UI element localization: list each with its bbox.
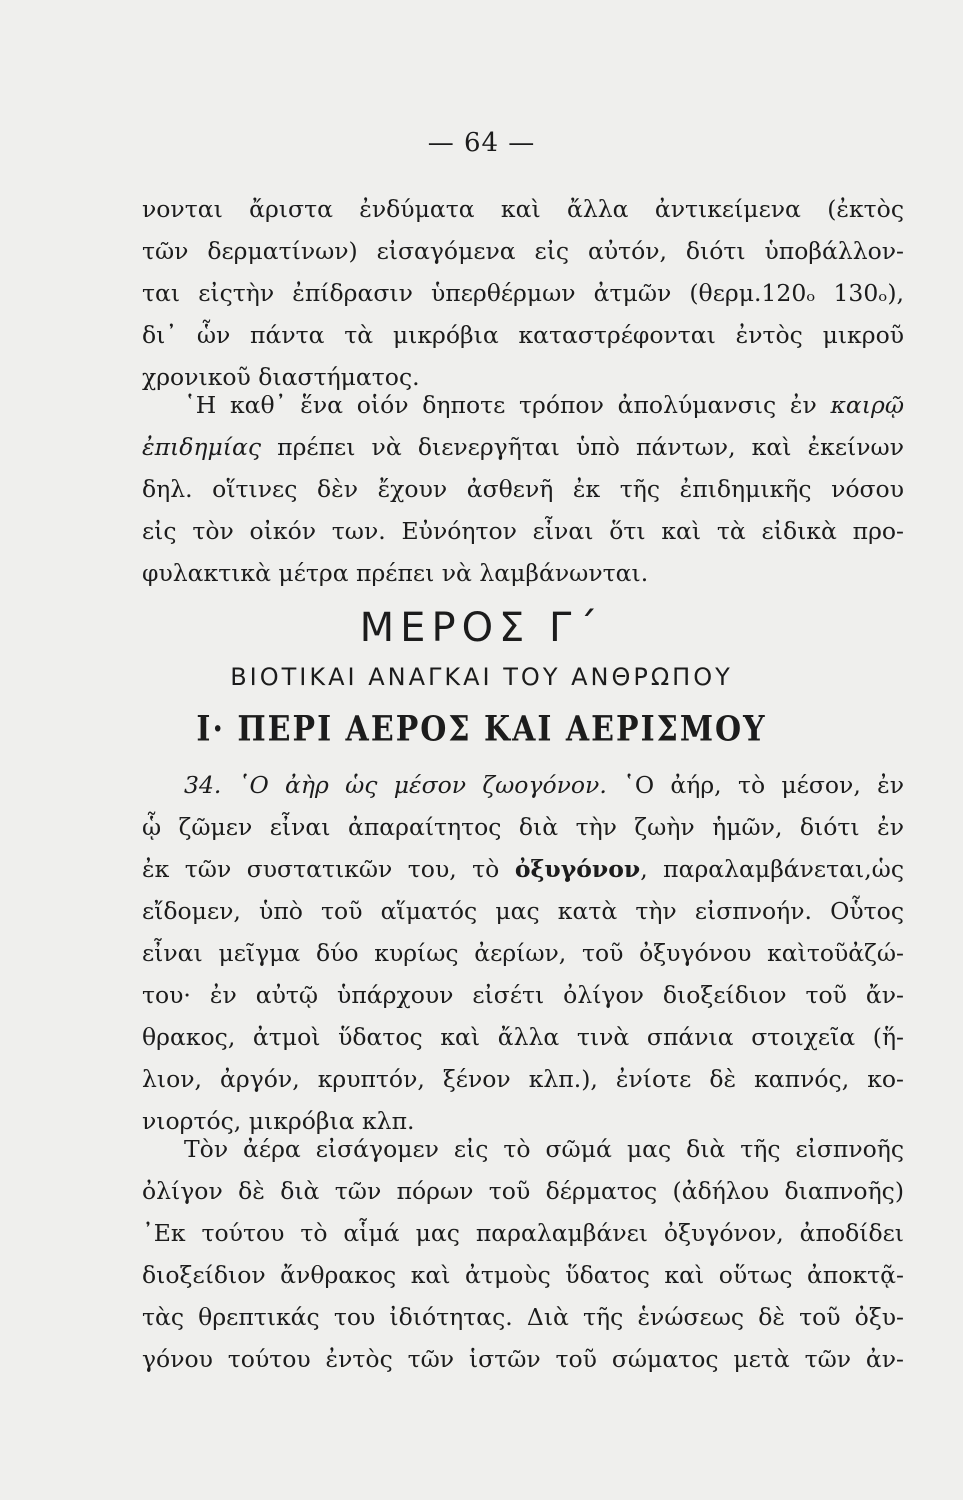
disinfection-paragraph xyxy=(142,384,904,594)
final-paragraph xyxy=(142,1128,904,1380)
text-line: τὰς θρεπτικάς του ἰδιότητας. Διὰ τῆς ἑνώσεως δὲ τοῦ ὀξυ- xyxy=(142,1303,904,1331)
text-line: εἰς τὸν οἰκόν των. Εὐνόητον εἶναι ὅτι καὶ τὰ εἰδικὰ προ- xyxy=(142,517,904,545)
text-line: φυλακτικὰ μέτρα πρέπει νὰ λαμβάνωνται. xyxy=(142,559,649,587)
section-number: 34. xyxy=(184,771,222,799)
section-heading: ῾Ο ἀὴρ ὡς μέσον ζωογόνον. xyxy=(237,771,607,799)
text-run: πρέπει νὰ διενεργῆται ὑπὸ πάντων, καὶ ἐκείνων xyxy=(261,433,904,461)
text-line: γόνου τούτου ἐντὸς τῶν ἱστῶν τοῦ σώματος μετὰ τῶν ἀν- xyxy=(142,1345,904,1373)
text-line: του· ἐν αὐτῷ ὑπάρχουν εἰσέτι ὀλίγον διοξείδιον τοῦ ἄν- xyxy=(142,981,904,1009)
bold-term: ὀξυγόνον xyxy=(514,855,641,883)
text-line: χρονικοῦ διαστήματος. xyxy=(142,363,420,391)
text-line: θρακος, ἀτμοὶ ὕδατος καὶ ἄλλα τινὰ σπάνια στοιχεῖα (ἥ- xyxy=(142,1023,904,1051)
text-line: δι᾽ ὧν πάντα τὰ μικρόβια καταστρέφονται ἐντὸς μικροῦ xyxy=(142,321,904,349)
text-line: νιορτός, μικρόβια κλπ. xyxy=(142,1107,415,1135)
text-line: ᾽Εκ τούτου τὸ αἷμά μας παραλαμβάνει ὀξυγόνον, ἀποδίδει xyxy=(142,1219,904,1247)
italic-term: ἐπιδημίας xyxy=(142,433,262,461)
text-line xyxy=(142,426,904,468)
text-run: , παραλαμβάνεται,ὡς xyxy=(640,855,904,883)
page-number: — 64 — xyxy=(427,128,536,158)
italic-term: καιρῷ xyxy=(830,391,904,419)
text-line: λιον, ἀργόν, κρυπτόν, ξένον κλπ.), ἐνίοτε δὲ καπνός, κο- xyxy=(142,1065,904,1093)
section-34 xyxy=(142,764,904,1142)
top-paragraph xyxy=(142,188,904,398)
text-line: τῶν δερματίνων) εἰσαγόμενα εἰς αὐτόν, διότι ὑποβάλλον- xyxy=(142,237,904,265)
text-line: νονται ἄριστα ἐνδύματα καὶ ἄλλα ἀντικείμενα (ἐκτὸς xyxy=(142,195,904,223)
part-title: ΜΕΡΟΣ Γ΄ xyxy=(359,605,604,651)
text-run: ῾Ο ἀήρ, τὸ μέσον, ἐν xyxy=(606,771,904,799)
text-line: εἴδομεν, ὑπὸ τοῦ αἵματός μας κατὰ τὴν εἰσπνοήν. Οὗτος xyxy=(142,897,904,925)
text-line: δηλ. οἵτινες δὲν ἔχουν ἀσθενῆ ἐκ τῆς ἐπιδημικῆς νόσου xyxy=(142,475,904,503)
text-run: ἐκ τῶν συστατικῶν του, τὸ xyxy=(142,855,515,883)
text-line: ὀλίγον δὲ διὰ τῶν πόρων τοῦ δέρματος (ἀδήλου διαπνοῆς) xyxy=(142,1177,904,1205)
text-line xyxy=(142,764,904,806)
text-line: εἶναι μεῖγμα δύο κυρίως ἀερίων, τοῦ ὀξυγόνου καὶτοῦἀζώ- xyxy=(142,939,904,967)
chapter-title: Ι· ΠΕΡΙ ΑΕΡΟΣ ΚΑΙ ΑΕΡΙΣΜΟΥ xyxy=(196,709,767,750)
text-line: διοξείδιον ἄνθρακος καὶ ἀτμοὺς ὕδατος καὶ οὕτως ἀποκτᾷ- xyxy=(142,1261,904,1289)
text-run: ῾Η καθ᾽ ἕνα οἱόν δηποτε τρόπον ἀπολύμανσις ἐν xyxy=(184,391,831,419)
text-line: ται εἰςτὴν ἐπίδρασιν ὑπερθέρμων ἀτμῶν (θερμ.120ₒ 130ₒ), xyxy=(142,279,904,307)
part-subtitle: ΒΙΟΤΙΚΑΙ ΑΝΑΓΚΑΙ ΤΟΥ ΑΝΘΡΩΠΟΥ xyxy=(230,663,733,691)
text-line xyxy=(142,848,904,890)
text-line: ᾧ ζῶμεν εἶναι ἀπαραίτητος διὰ τὴν ζωὴν ἡμῶν, διότι ἐν xyxy=(142,813,904,841)
text-line: Τὸν ἀέρα εἰσάγομεν εἰς τὸ σῶμά μας διὰ τῆς εἰσπνοῆς xyxy=(184,1135,904,1163)
text-line xyxy=(142,384,904,426)
